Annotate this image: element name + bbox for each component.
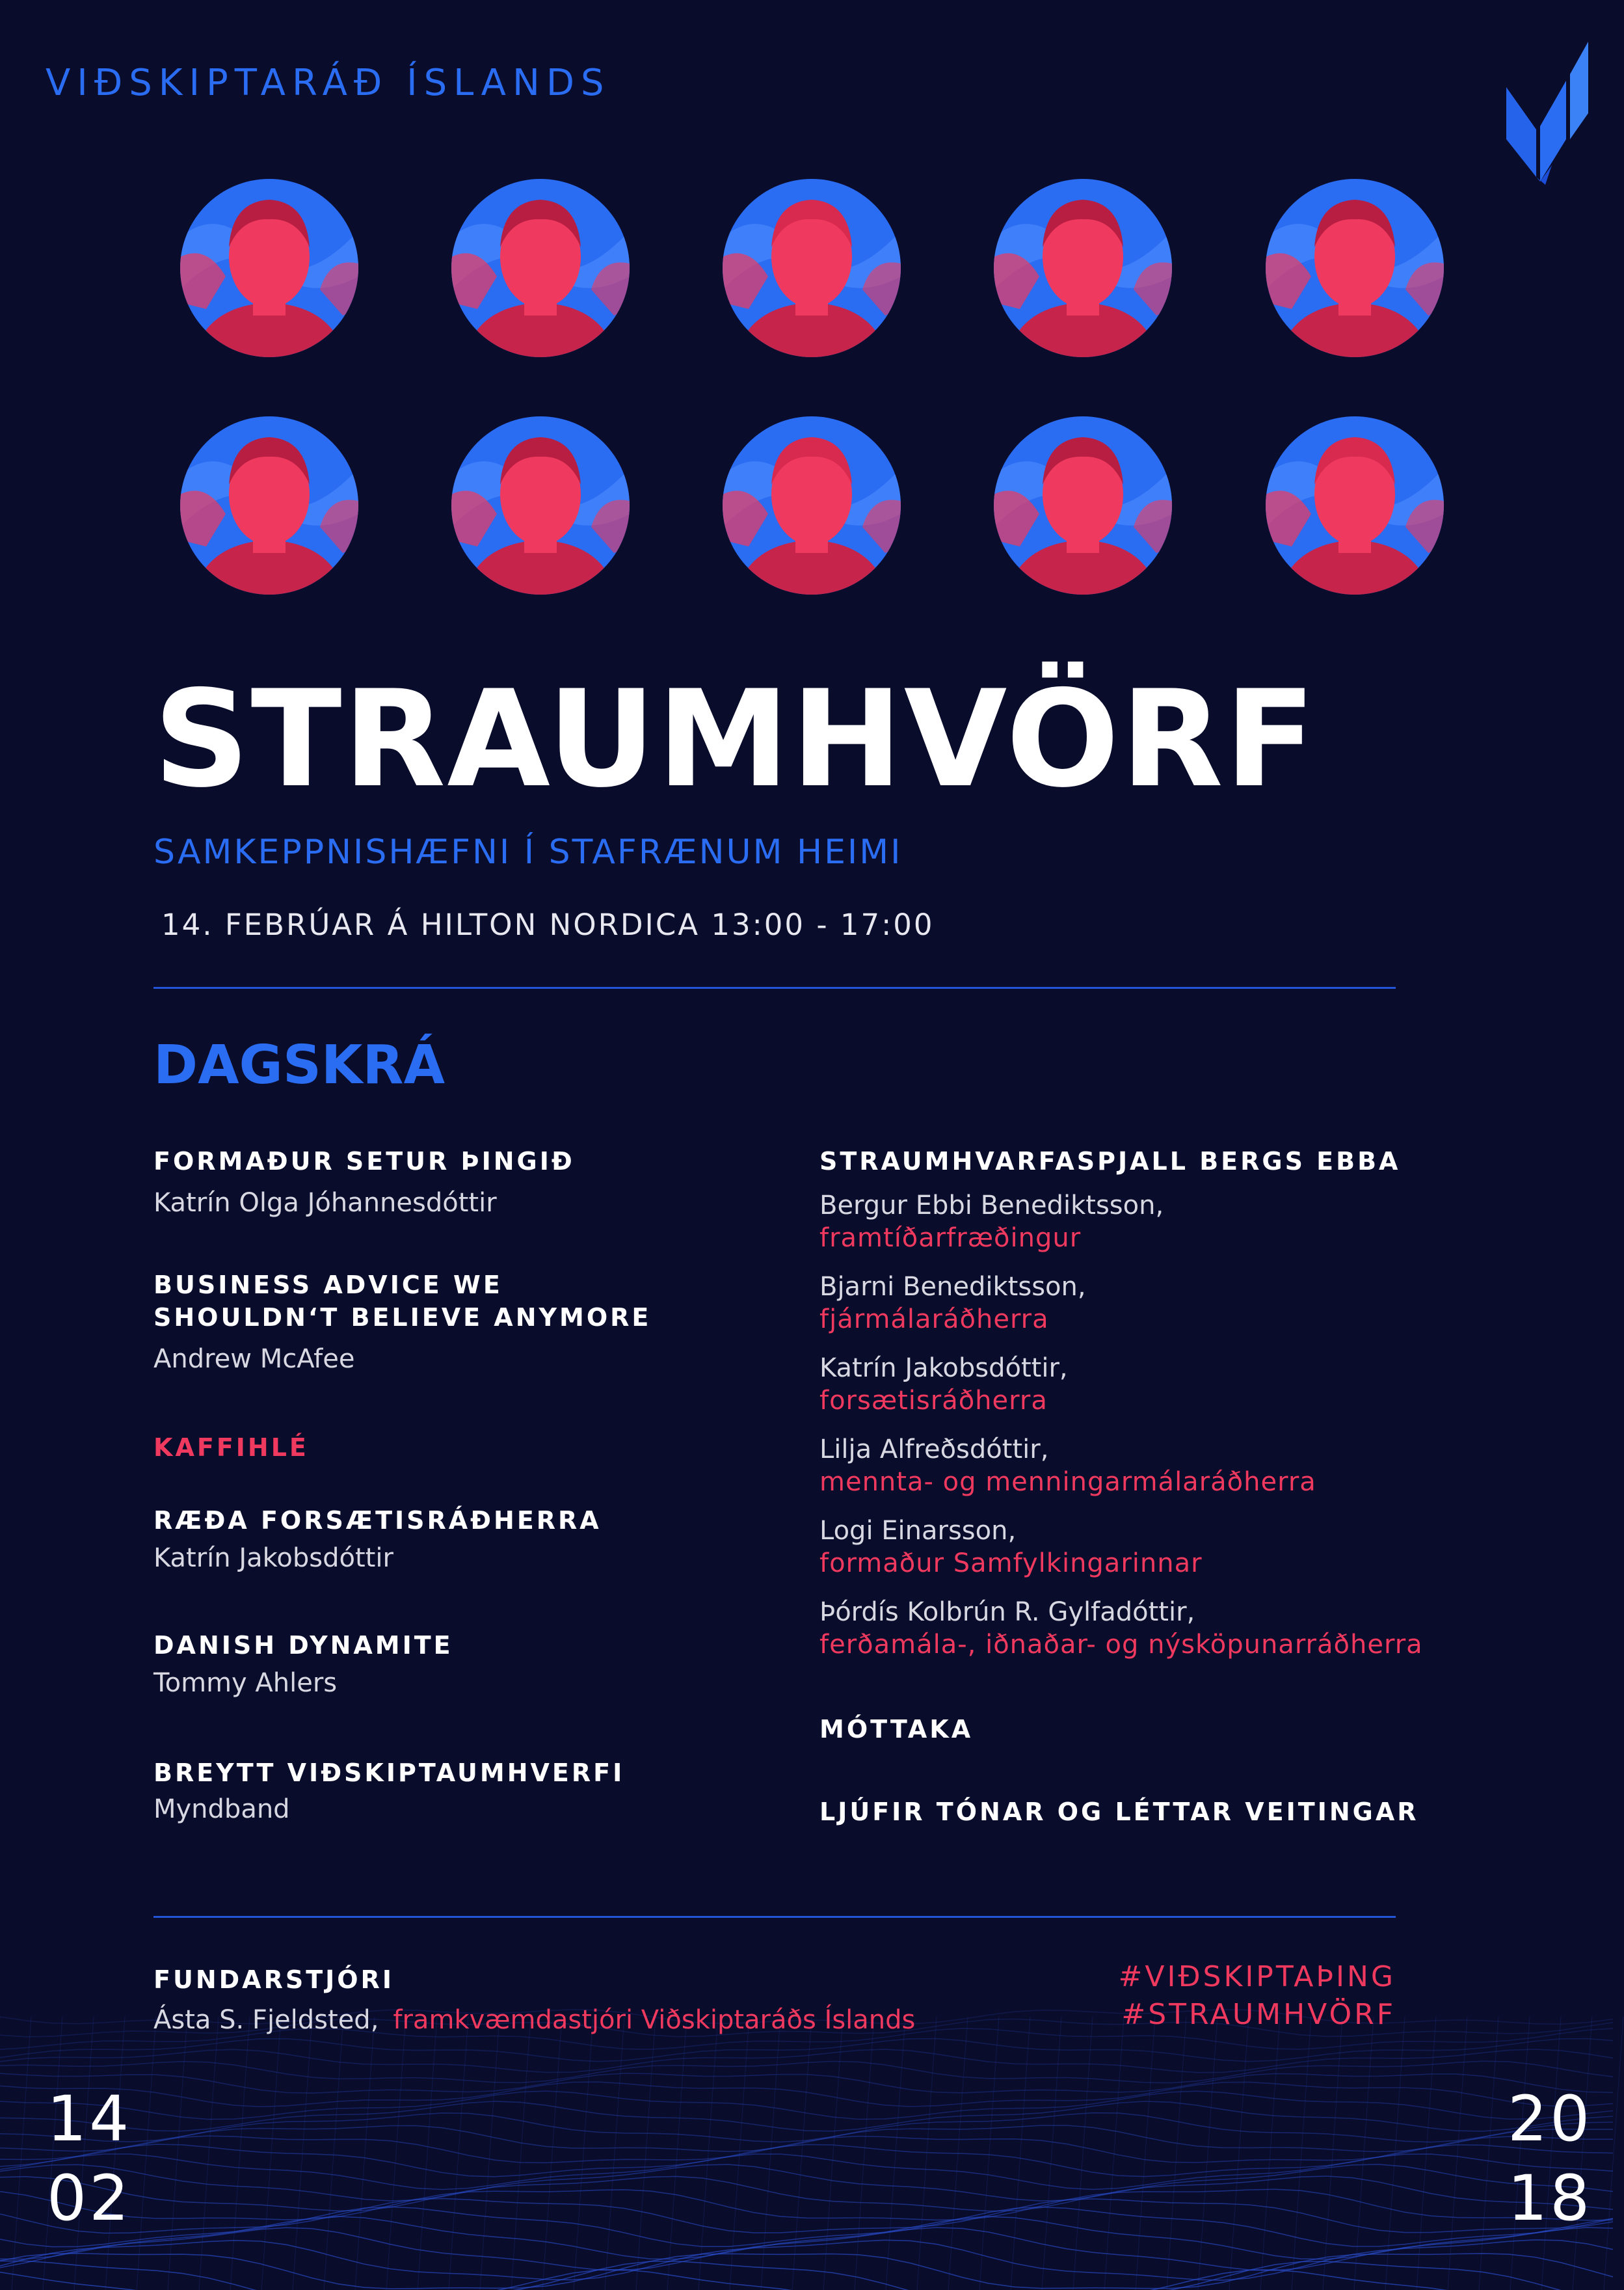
speaker-photo — [723, 416, 901, 595]
chair-info — [153, 2005, 915, 2035]
agenda-item-title: DANISH DYNAMITE — [153, 1631, 453, 1660]
panel-speaker — [819, 1433, 1316, 1498]
speaker-photos — [0, 0, 1624, 625]
hashtag: #VIÐSKIPTAÞING — [1118, 1960, 1396, 1993]
speaker-photo — [994, 416, 1172, 595]
panel-speaker-role: forsætisráðherra — [819, 1386, 1048, 1416]
speaker-photo — [451, 179, 630, 357]
agenda-item-coffee-break — [153, 1431, 309, 1464]
event-date-location: 14. FEBRÚAR Á HILTON NORDICA 13:00 - 17:00 — [161, 908, 935, 942]
agenda-item-speaker: Katrín Jakobsdóttir — [153, 1543, 393, 1573]
hashtags — [1119, 1958, 1396, 2034]
panel-speaker — [819, 1189, 1164, 1254]
chair-label-wrap — [153, 1963, 394, 1996]
panel-speaker-role: ferðamála-, iðnaðar- og nýsköpunarráðherra — [819, 1630, 1423, 1660]
agenda-item-title: KAFFIHLÉ — [153, 1433, 309, 1462]
agenda-item-danish-dynamite — [153, 1629, 453, 1699]
agenda-item-title: RÆÐA FORSÆTISRÁÐHERRA — [153, 1506, 602, 1535]
agenda-panel-title — [819, 1145, 1400, 1178]
panel-speaker-name: Bjarni Benediktsson, — [819, 1272, 1086, 1302]
date-day: 14 — [47, 2082, 132, 2155]
panel-speaker-role: mennta- og menningarmálaráðherra — [819, 1467, 1316, 1497]
event-title: STRAUMHVÖRF — [153, 662, 1317, 817]
panel-heading: STRAUMHVARFASPJALL BERGS EBBA — [819, 1147, 1401, 1176]
divider-top — [153, 987, 1396, 989]
panel-speaker-name: Lilja Alfreðsdóttir, — [819, 1435, 1049, 1464]
agenda-item-speaker: Tommy Ahlers — [153, 1668, 338, 1698]
hashtag: #STRAUMHVÖRF — [1121, 1998, 1396, 2031]
agenda-item-business-advice — [153, 1269, 651, 1375]
panel-speaker-name: Katrín Jakobsdóttir, — [819, 1353, 1068, 1383]
panel-speaker-role: framtíðarfræðingur — [819, 1223, 1082, 1253]
agenda-item-pm-speech — [153, 1504, 602, 1574]
date-year-bottom: 18 — [1508, 2162, 1593, 2235]
agenda-heading: DAGSKRÁ — [153, 1034, 446, 1096]
agenda-item-title: BREYTT VIÐSKIPTAUMHVERFI — [153, 1758, 625, 1787]
date-year-top: 20 — [1508, 2082, 1593, 2155]
panel-speaker-role: formaður Samfylkingarinnar — [819, 1548, 1203, 1578]
speaker-photo — [723, 179, 901, 357]
agenda-item-changed-environment — [153, 1757, 624, 1825]
panel-speaker — [819, 1515, 1203, 1580]
agenda-item-speaker: Katrín Olga Jóhannesdóttir — [153, 1188, 497, 1218]
speaker-photo — [180, 416, 358, 595]
organization-name: VIÐSKIPTARÁÐ ÍSLANDS — [46, 62, 611, 104]
agenda-item-reception — [819, 1713, 973, 1745]
agenda-item-title: LJÚFIR TÓNAR OG LÉTTAR VEITINGAR — [819, 1798, 1419, 1826]
agenda-item-title: FORMAÐUR SETUR ÞINGIÐ — [153, 1147, 575, 1176]
divider-bottom — [153, 1916, 1396, 1918]
panel-speaker-name: Logi Einarsson, — [819, 1516, 1017, 1546]
panel-speaker-name: Bergur Ebbi Benediktsson, — [819, 1191, 1164, 1220]
agenda-item-title-line1: BUSINESS ADVICE WE — [153, 1271, 503, 1299]
speaker-photo — [994, 179, 1172, 357]
date-month: 02 — [47, 2162, 132, 2235]
chair-label: FUNDARSTJÓRI — [153, 1965, 394, 1994]
date-day-month — [47, 2079, 131, 2238]
speaker-photo — [451, 416, 630, 595]
agenda-item-music — [819, 1796, 1419, 1828]
speaker-photo — [1266, 416, 1444, 595]
agenda-item-title: MÓTTAKA — [819, 1715, 974, 1744]
speaker-photo — [1266, 179, 1444, 357]
agenda-item-speaker: Andrew McAfee — [153, 1344, 355, 1374]
agenda-item-title-line2: SHOULDN‘T BELIEVE ANYMORE — [153, 1303, 652, 1332]
panel-speaker — [819, 1596, 1423, 1661]
speaker-photo — [180, 179, 358, 357]
panel-speaker — [819, 1352, 1068, 1417]
event-subtitle: SAMKEPPNISHÆFNI Í STAFRÆNUM HEIMI — [153, 833, 903, 872]
chair-role: framkvæmdastjóri Viðskiptaráðs Íslands — [393, 2005, 916, 2035]
agenda-item-opening — [153, 1145, 575, 1219]
panel-speaker-name: Þórdís Kolbrún R. Gylfadóttir, — [819, 1597, 1195, 1627]
agenda-item-speaker: Myndband — [153, 1794, 290, 1824]
panel-speaker — [819, 1271, 1086, 1336]
chair-name: Ásta S. Fjeldsted, — [153, 2005, 379, 2035]
wave-mesh-background — [0, 1991, 1624, 2290]
panel-speaker-role: fjármálaráðherra — [819, 1304, 1049, 1334]
date-year — [1508, 2079, 1592, 2238]
